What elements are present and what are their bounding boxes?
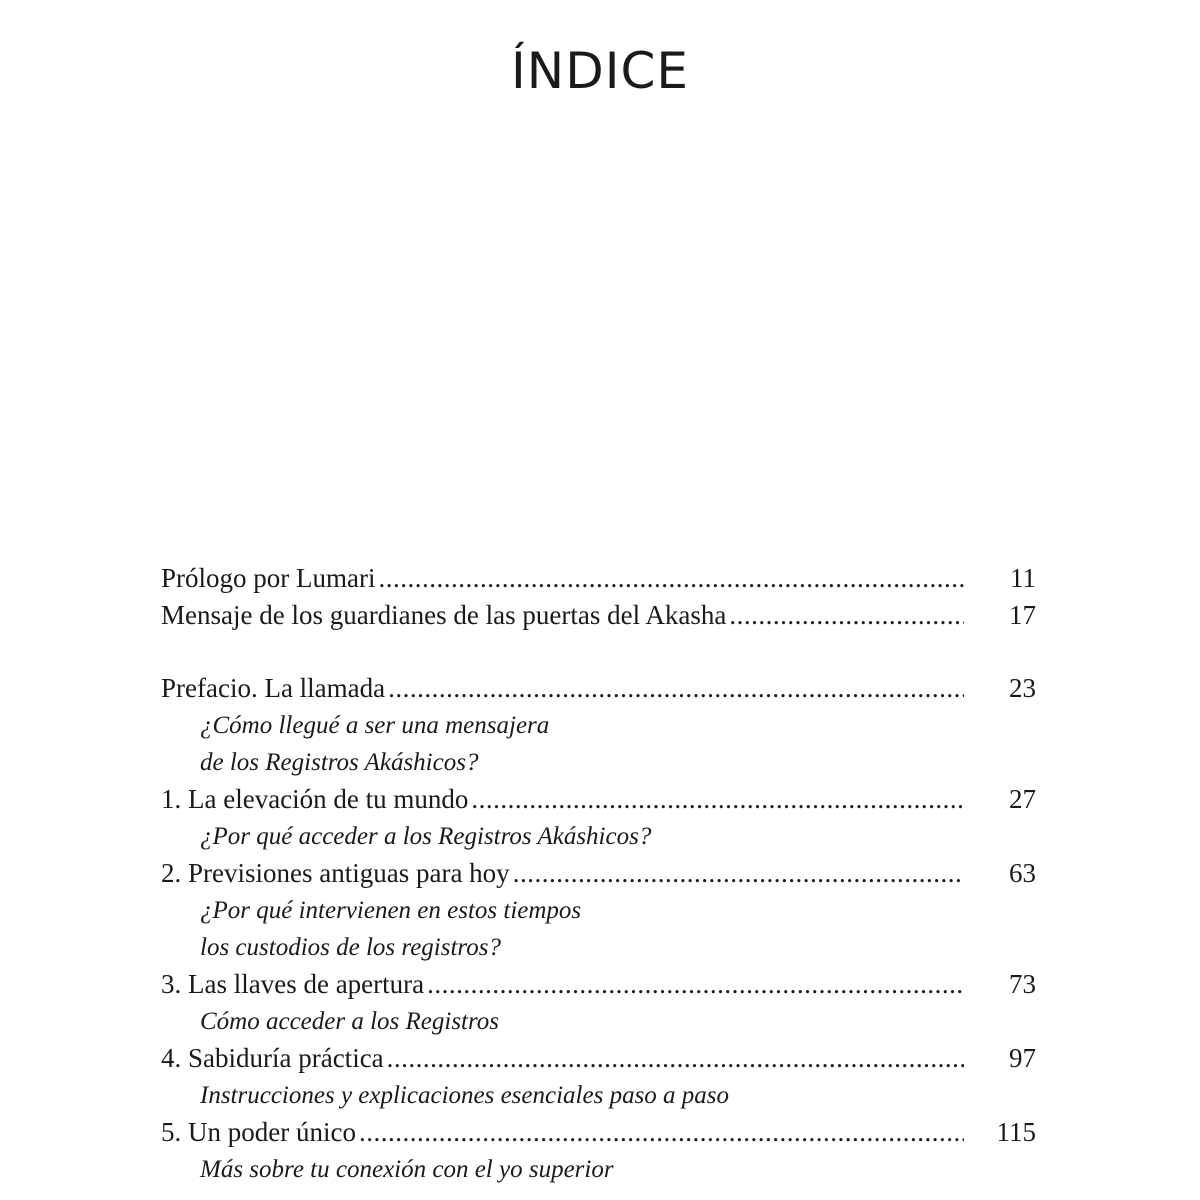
- toc-entry: [161, 670, 1036, 707]
- toc-subtitle: de los Registros Akáshicos?: [200, 749, 479, 776]
- toc-page-number: 23: [1009, 673, 1036, 703]
- toc-entry-title: Prefacio. La llamada: [161, 673, 386, 703]
- toc-page-number: 97: [1009, 1043, 1036, 1073]
- toc-entry-title: 1. La elevación de tu mundo: [161, 784, 469, 814]
- toc-subtitle: Instrucciones y explicaciones esenciales paso a paso: [200, 1082, 730, 1109]
- table-of-contents: [161, 560, 1036, 1188]
- dot-leader: [427, 966, 964, 1003]
- toc-page-number: 115: [996, 1117, 1036, 1147]
- toc-entry: [161, 966, 1036, 1003]
- toc-entry: [161, 597, 1036, 634]
- toc-subtitle: ¿Por qué intervienen en estos tiempos: [200, 897, 582, 924]
- toc-entry-title: 3. Las llaves de apertura: [161, 969, 425, 999]
- toc-page-number: 27: [1009, 784, 1036, 814]
- toc-entry-title: Prólogo por Lumari: [161, 563, 376, 593]
- toc-entry: [161, 1040, 1036, 1077]
- dot-leader: [471, 781, 964, 818]
- page-title: ÍNDICE: [511, 41, 689, 100]
- dot-leader: [387, 1040, 964, 1077]
- toc-subtitle: ¿Cómo llegué a ser una mensajera: [200, 712, 550, 739]
- toc-page-number: 11: [1010, 563, 1036, 593]
- toc-page-number: 63: [1009, 858, 1036, 888]
- toc-subtitle: los custodios de los registros?: [200, 934, 501, 961]
- toc-entry: [161, 560, 1036, 597]
- dot-leader: [729, 597, 964, 634]
- toc-subtitle: Más sobre tu conexión con el yo superior: [200, 1156, 614, 1183]
- dot-leader: [513, 855, 964, 892]
- toc-page-number: 17: [1009, 600, 1036, 630]
- toc-spacer: [161, 634, 1036, 670]
- toc-page-number: 73: [1009, 969, 1036, 999]
- toc-subtitle: Cómo acceder a los Registros: [200, 1008, 500, 1035]
- toc-entry-title: 4. Sabiduría práctica: [161, 1043, 384, 1073]
- toc-entry: [161, 781, 1036, 818]
- toc-entry-title: 2. Previsiones antiguas para hoy: [161, 858, 510, 888]
- dot-leader: [359, 1114, 964, 1151]
- toc-entry: [161, 855, 1036, 892]
- toc-entry-title: Mensaje de los guardianes de las puertas del Akasha: [161, 600, 727, 630]
- toc-subtitle: ¿Por qué acceder a los Registros Akáshicos?: [200, 823, 652, 850]
- toc-entry-title: 5. Un poder único: [161, 1117, 356, 1147]
- dot-leader: [388, 670, 964, 707]
- toc-entry: [161, 1114, 1036, 1151]
- dot-leader: [378, 560, 964, 597]
